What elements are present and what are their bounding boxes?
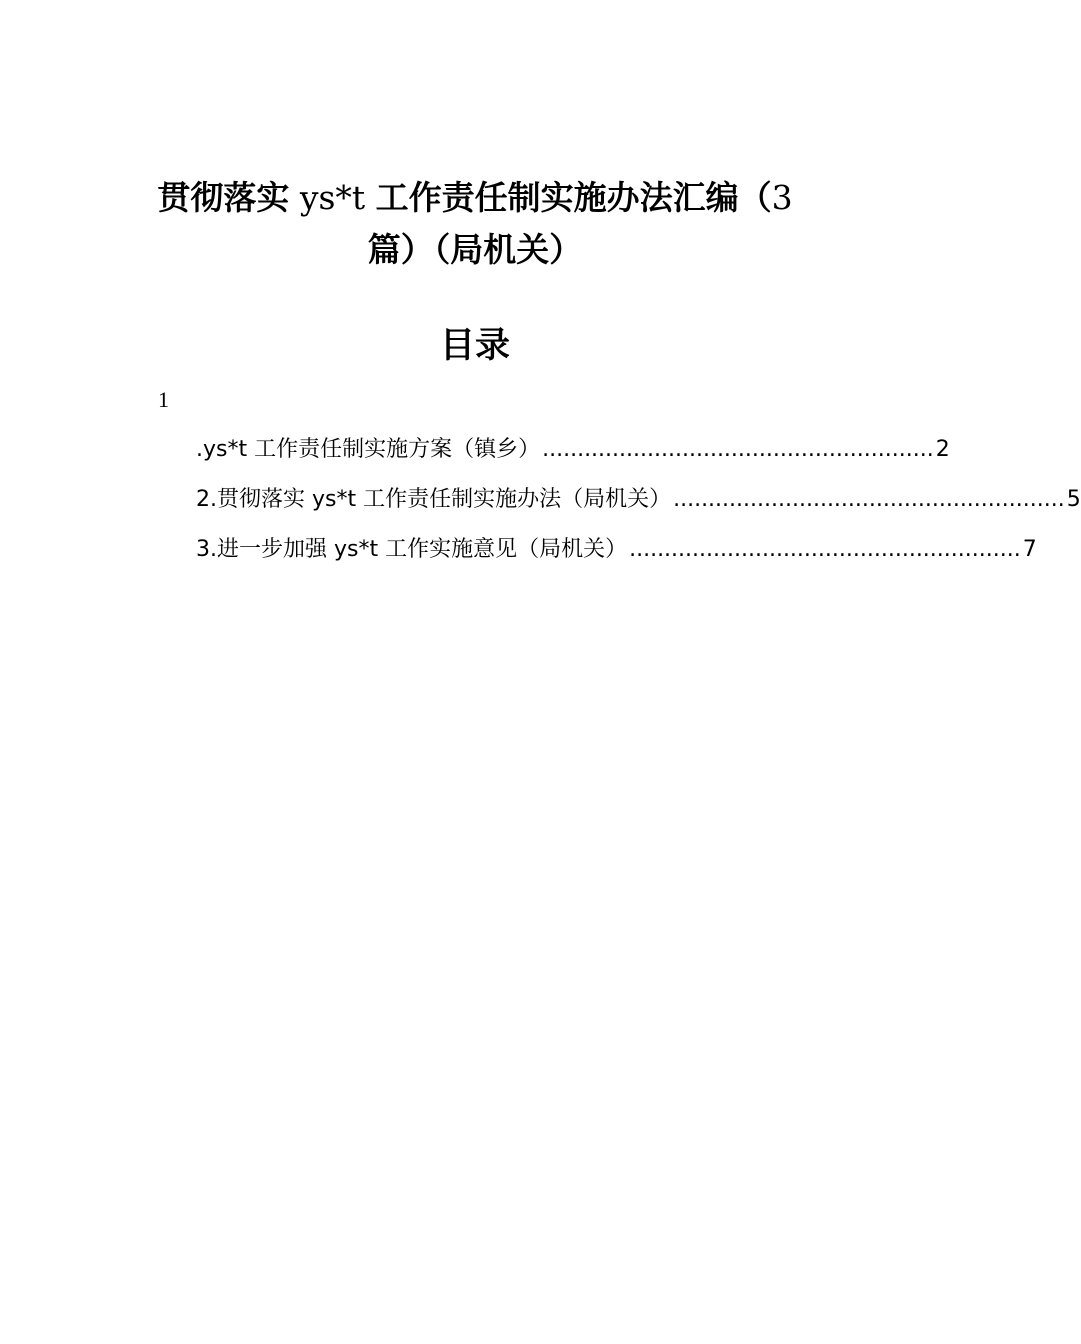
toc-page-number: 5 [1066,487,1081,512]
document-title [130,172,820,276]
toc-entry[interactable] [196,530,1037,580]
title-line-2: 篇）（局机关） [367,230,583,269]
toc-entry-text: .ys*t 工作责任制实施方案（镇乡） [196,437,541,462]
title-part-number: 3 [771,178,793,217]
title-part-1: 贯彻落实 [157,178,290,217]
toc-entry-text: 2.贯彻落实 ys*t 工作责任制实施办法（局机关） [196,487,672,512]
title-part-latin: ys*t [289,178,376,217]
toc-dot-leader: ........................................................ [629,537,1021,562]
list-number: 1 [158,387,169,412]
toc-heading: 目录 [439,325,510,366]
toc-entry[interactable] [196,430,950,480]
toc-page-number: 7 [1022,537,1037,562]
toc-dot-leader: ........................................................ [673,487,1065,512]
toc-list [196,430,1081,580]
toc-entry-text: 3.进一步加强 ys*t 工作实施意见（局机关） [196,537,628,562]
toc-entry[interactable] [196,480,1081,530]
title-part-2: 工作责任制实施办法汇编（ [375,178,772,217]
toc-page-number: 2 [935,437,950,462]
toc-dot-leader: ........................................................ [542,437,934,462]
